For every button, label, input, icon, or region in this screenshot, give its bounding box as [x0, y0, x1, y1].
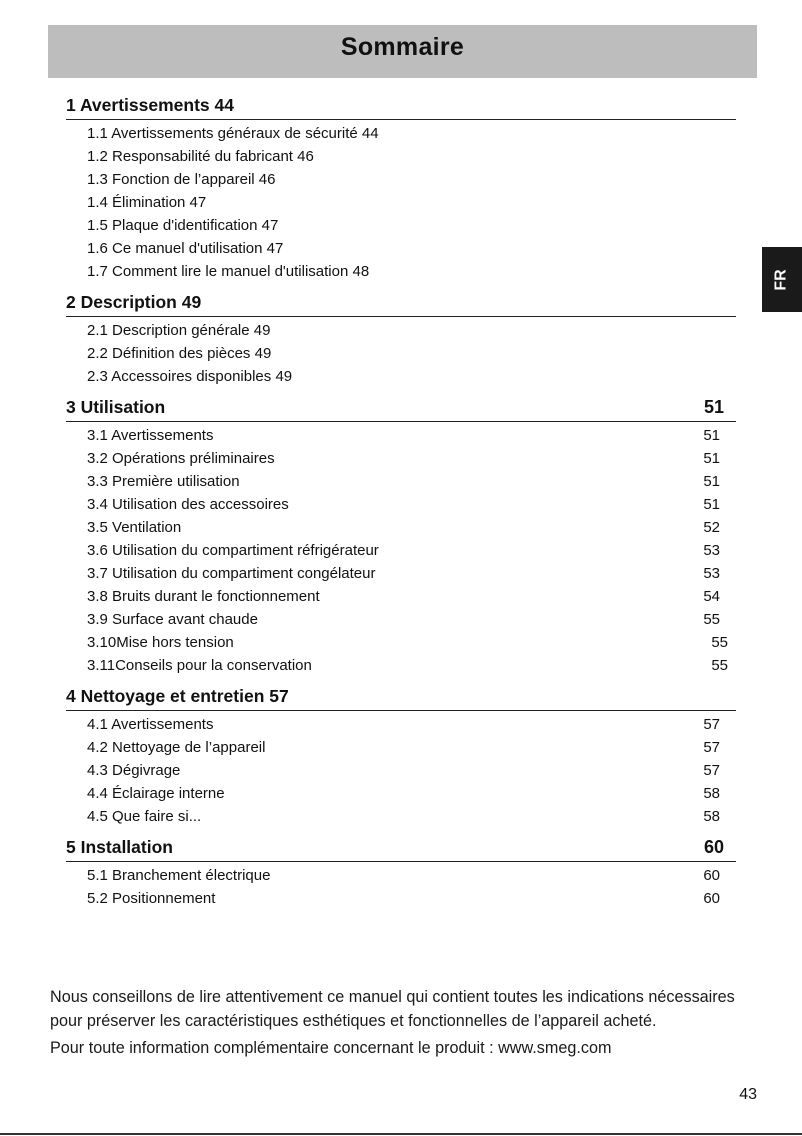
- entry-title: 3.9 Surface avant chaude: [87, 611, 258, 628]
- website-note: Pour toute information complémentaire concernant le produit : www.smeg.com: [50, 1039, 612, 1057]
- toc-entry[interactable]: [66, 365, 736, 388]
- toc-entry[interactable]: [66, 654, 736, 677]
- intro-note: [50, 986, 750, 1061]
- toc-entry[interactable]: [66, 887, 736, 910]
- entry-title: 1.4 Élimination 47: [87, 194, 207, 211]
- entry-title: 3.5 Ventilation: [87, 519, 182, 536]
- entry-title: 3.11Conseils pour la conservation: [87, 657, 312, 674]
- toc-section-3: [66, 395, 736, 677]
- entry-title: 3.3 Première utilisation: [87, 473, 240, 490]
- entry-title: 1.5 Plaque d'identification 47: [87, 217, 279, 234]
- toc-entry[interactable]: [66, 562, 736, 585]
- toc-entry[interactable]: [66, 539, 736, 562]
- section-page: 51: [703, 397, 724, 417]
- entry-title: 4.4 Éclairage interne: [87, 785, 225, 802]
- entry-title: 5.2 Positionnement: [87, 890, 216, 907]
- entry-title: 1.1 Avertissements généraux de sécurité 44: [87, 125, 379, 142]
- toc-section-1: [66, 93, 736, 283]
- toc-entry[interactable]: [66, 168, 736, 191]
- toc-entry[interactable]: [66, 424, 736, 447]
- toc-entry[interactable]: [66, 782, 736, 805]
- entry-title: 5.1 Branchement électrique: [87, 867, 271, 884]
- toc-entry[interactable]: [66, 864, 736, 887]
- language-tab: [762, 247, 802, 312]
- entry-page: 58: [703, 785, 720, 802]
- entry-title: 3.4 Utilisation des accessoires: [87, 496, 289, 513]
- toc-entry[interactable]: [66, 447, 736, 470]
- entry-title: 3.6 Utilisation du compartiment réfrigérateur: [87, 542, 379, 559]
- toc-entry[interactable]: [66, 805, 736, 828]
- toc-entry[interactable]: [66, 342, 736, 365]
- toc-section-4: [66, 684, 736, 828]
- entry-page: 54: [703, 588, 720, 605]
- entry-page: 51: [703, 496, 720, 513]
- intro-paragraph: Nous conseillons de lire attentivement ce manuel qui contient toutes les indications nécessaires pour préserver les caractéristiques esthétiques et fonctionnelles de l’appareil acheté.: [50, 988, 735, 1030]
- toc-section-5: [66, 835, 736, 910]
- entry-title: 4.1 Avertissements: [87, 716, 214, 733]
- entry-title: 4.2 Nettoyage de l’appareil: [87, 739, 266, 756]
- page-title: Sommaire: [340, 33, 465, 61]
- entry-page: 51: [703, 427, 720, 444]
- entry-page: 60: [703, 867, 720, 884]
- entry-page: 55: [711, 634, 728, 651]
- entry-page: 51: [703, 473, 720, 490]
- page-title-bar: [48, 25, 757, 78]
- toc-entry[interactable]: [66, 608, 736, 631]
- entry-title: 4.5 Que faire si...: [87, 808, 202, 825]
- entry-page: 57: [703, 739, 720, 756]
- toc-entry[interactable]: [66, 237, 736, 260]
- entry-page: 53: [703, 565, 720, 582]
- section-title: 3 Utilisation: [66, 397, 166, 417]
- toc-entry[interactable]: [66, 736, 736, 759]
- entry-title: 2.1 Description générale 49: [87, 322, 271, 339]
- section-title: 2 Description 49: [66, 292, 202, 312]
- entry-page: 57: [703, 762, 720, 779]
- toc-entry[interactable]: [66, 759, 736, 782]
- entry-title: 3.2 Opérations préliminaires: [87, 450, 275, 467]
- entry-page: 51: [703, 450, 720, 467]
- section-heading[interactable]: [66, 835, 736, 862]
- entry-title: 3.8 Bruits durant le fonctionnement: [87, 588, 320, 605]
- entry-page: 60: [703, 890, 720, 907]
- toc-entry[interactable]: [66, 516, 736, 539]
- entry-page: 58: [703, 808, 720, 825]
- language-tab-label: FR: [772, 268, 790, 291]
- entry-page: 52: [703, 519, 720, 536]
- section-heading[interactable]: [66, 290, 736, 317]
- entry-page: 57: [703, 716, 720, 733]
- section-title: 4 Nettoyage et entretien 57: [66, 686, 289, 706]
- toc-entry[interactable]: [66, 214, 736, 237]
- toc-entry[interactable]: [66, 713, 736, 736]
- entry-title: 1.6 Ce manuel d'utilisation 47: [87, 240, 284, 257]
- table-of-contents: [66, 93, 736, 917]
- section-title: 1 Avertissements 44: [66, 95, 234, 115]
- entry-title: 3.7 Utilisation du compartiment congélateur: [87, 565, 376, 582]
- entry-title: 3.10Mise hors tension: [87, 634, 234, 651]
- toc-entry[interactable]: [66, 470, 736, 493]
- entry-title: 1.3 Fonction de l’appareil 46: [87, 171, 276, 188]
- entry-title: 2.2 Définition des pièces 49: [87, 345, 272, 362]
- toc-entry[interactable]: [66, 319, 736, 342]
- section-title: 5 Installation: [66, 837, 173, 857]
- toc-entry[interactable]: [66, 191, 736, 214]
- toc-entry[interactable]: [66, 122, 736, 145]
- entry-title: 4.3 Dégivrage: [87, 762, 181, 779]
- toc-entry[interactable]: [66, 631, 736, 654]
- entry-page: 53: [703, 542, 720, 559]
- section-heading[interactable]: [66, 93, 736, 120]
- entry-title: 3.1 Avertissements: [87, 427, 214, 444]
- entry-title: 1.2 Responsabilité du fabricant 46: [87, 148, 314, 165]
- section-page: 60: [703, 837, 724, 857]
- bottom-divider: [0, 1133, 802, 1135]
- page-number: 43: [739, 1086, 757, 1103]
- entry-title: 1.7 Comment lire le manuel d'utilisation 48: [87, 263, 370, 280]
- entry-page: 55: [711, 657, 728, 674]
- toc-section-2: [66, 290, 736, 388]
- toc-entry[interactable]: [66, 493, 736, 516]
- toc-entry[interactable]: [66, 145, 736, 168]
- section-heading[interactable]: [66, 395, 736, 422]
- entry-page: 55: [703, 611, 720, 628]
- section-heading[interactable]: [66, 684, 736, 711]
- entry-title: 2.3 Accessoires disponibles 49: [87, 368, 293, 385]
- toc-entry[interactable]: [66, 260, 736, 283]
- toc-entry[interactable]: [66, 585, 736, 608]
